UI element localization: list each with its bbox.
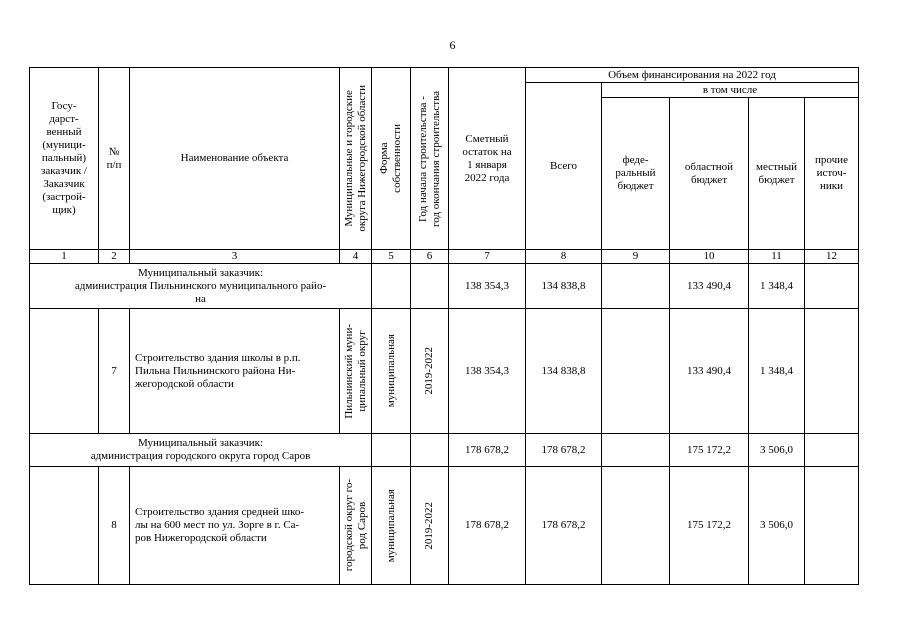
header-municipality-cell bbox=[340, 68, 372, 250]
column-number: 2 bbox=[99, 250, 130, 264]
regional-value: 133 490,4 bbox=[670, 309, 749, 434]
total-value: 178 678,2 bbox=[526, 434, 602, 467]
federal-value bbox=[602, 434, 670, 467]
column-number: 11 bbox=[749, 250, 805, 264]
customer-label: Муниципальный заказчик: администрация Пильнинского муниципального райо- на bbox=[30, 264, 372, 309]
column-numbers-row bbox=[30, 250, 859, 264]
column-number: 12 bbox=[805, 250, 859, 264]
column-number: 6 bbox=[411, 250, 449, 264]
total-value: 178 678,2 bbox=[526, 467, 602, 585]
header-ownership-cell bbox=[372, 68, 411, 250]
federal-value bbox=[602, 309, 670, 434]
total-value: 134 838,8 bbox=[526, 264, 602, 309]
column-number: 5 bbox=[372, 250, 411, 264]
header-customer: Госу- дарст- венный (муници- пальный) заказчик / Заказчик (застрой- щик) bbox=[30, 68, 99, 250]
header-total: Всего bbox=[526, 83, 602, 250]
column-number: 7 bbox=[449, 250, 526, 264]
header-including: в том числе bbox=[602, 83, 859, 98]
object-name: Строительство здания средней шко- лы на 600 мест по ул. Зорге в г. Са- ров Нижегородской области bbox=[130, 467, 340, 585]
column-number: 10 bbox=[670, 250, 749, 264]
balance-value: 138 354,3 bbox=[449, 264, 526, 309]
customer-total-row bbox=[30, 434, 859, 467]
local-value: 3 506,0 bbox=[749, 467, 805, 585]
header-years: Год начала строительства - год окончания строительства bbox=[416, 90, 442, 227]
balance-value: 138 354,3 bbox=[449, 309, 526, 434]
header-regional: областной бюджет bbox=[670, 98, 749, 250]
regional-value: 133 490,4 bbox=[670, 264, 749, 309]
municipality-name: Пильнинский муни- ципальный округ bbox=[342, 323, 368, 419]
local-value: 3 506,0 bbox=[749, 434, 805, 467]
column-number: 9 bbox=[602, 250, 670, 264]
header-local: местный бюджет bbox=[749, 98, 805, 250]
construction-years: 2019-2022 bbox=[423, 347, 435, 395]
row-number: 7 bbox=[99, 309, 130, 434]
other-value bbox=[805, 467, 859, 585]
federal-value bbox=[602, 467, 670, 585]
row-number: 8 bbox=[99, 467, 130, 585]
regional-value: 175 172,2 bbox=[670, 434, 749, 467]
header-np: № п/п bbox=[99, 68, 130, 250]
ownership-form: муниципальная bbox=[384, 488, 397, 563]
financing-table bbox=[29, 67, 859, 585]
other-value bbox=[805, 309, 859, 434]
header-other: прочие источ- ники bbox=[805, 98, 859, 250]
ownership-cell bbox=[372, 467, 411, 585]
header-financing: Объем финансирования на 2022 год bbox=[526, 68, 859, 83]
construction-years: 2019-2022 bbox=[423, 501, 435, 550]
regional-value: 175 172,2 bbox=[670, 467, 749, 585]
ownership-cell bbox=[372, 309, 411, 434]
customer-total-row bbox=[30, 264, 859, 309]
other-value bbox=[805, 264, 859, 309]
local-value: 1 348,4 bbox=[749, 264, 805, 309]
years-cell bbox=[411, 467, 449, 585]
object-name: Строительство здания школы в р.п. Пильна Пильнинского района Ни- жегородской области bbox=[130, 309, 340, 434]
column-number: 3 bbox=[130, 250, 340, 264]
customer-label: Муниципальный заказчик: администрация городского округа город Саров bbox=[30, 434, 372, 467]
column-number: 4 bbox=[340, 250, 372, 264]
total-value: 134 838,8 bbox=[526, 309, 602, 434]
header-ownership: Форма собственности bbox=[378, 124, 403, 193]
balance-value: 178 678,2 bbox=[449, 434, 526, 467]
other-value bbox=[805, 434, 859, 467]
ownership-form: муниципальная bbox=[384, 334, 397, 408]
municipality-cell bbox=[340, 309, 372, 434]
header-balance: Сметный остаток на 1 января 2022 года bbox=[449, 68, 526, 250]
municipality-cell bbox=[340, 467, 372, 585]
municipality-name: городской округ го- род Саров bbox=[342, 479, 368, 572]
years-cell bbox=[411, 309, 449, 434]
object-row bbox=[30, 467, 859, 585]
federal-value bbox=[602, 264, 670, 309]
column-number: 1 bbox=[30, 250, 99, 264]
page-number: 6 bbox=[449, 38, 456, 52]
column-number: 8 bbox=[526, 250, 602, 264]
object-row bbox=[30, 309, 859, 434]
header-object-name: Наименование объекта bbox=[130, 68, 340, 250]
header-municipality: Муниципальные и городские округа Нижегородской области bbox=[342, 85, 368, 232]
header-years-cell bbox=[411, 68, 449, 250]
balance-value: 178 678,2 bbox=[449, 467, 526, 585]
header-federal: феде- ральный бюджет bbox=[602, 98, 670, 250]
local-value: 1 348,4 bbox=[749, 309, 805, 434]
